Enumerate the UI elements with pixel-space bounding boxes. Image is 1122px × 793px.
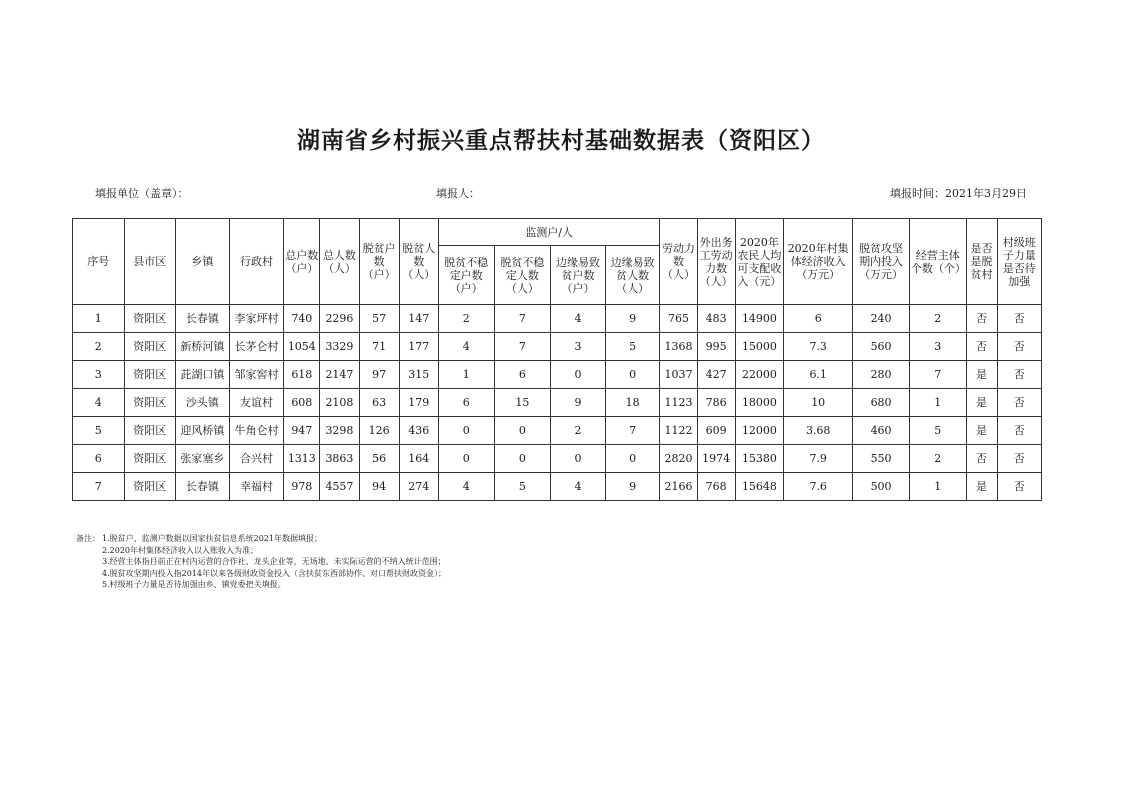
table-cell: 995 (697, 333, 735, 361)
table-cell: 978 (284, 473, 320, 501)
table-row (73, 333, 1042, 361)
table-cell: 7.3 (784, 333, 853, 361)
table-row (73, 305, 1042, 333)
table-cell: 7 (605, 417, 660, 445)
table-cell: 1 (909, 389, 966, 417)
note-item: 4.脱贫攻坚期内投入指2014年以来各级财政资金投入（含扶贫东西部协作、对口帮扶财政资金）； (102, 568, 446, 578)
data-table (72, 218, 1042, 501)
table-cell: 否 (997, 445, 1041, 473)
table-cell: 6 (73, 445, 125, 473)
table-cell: 22000 (735, 361, 783, 389)
table-cell: 茈湖口镇 (176, 361, 230, 389)
table-cell: 947 (284, 417, 320, 445)
table-cell: 0 (605, 361, 660, 389)
note-row (76, 533, 446, 545)
table-cell: 1 (438, 361, 494, 389)
table-cell: 0 (494, 417, 551, 445)
table-cell: 2 (73, 333, 125, 361)
table-cell: 5 (73, 417, 125, 445)
table-cell: 1368 (660, 333, 697, 361)
table-cell: 3329 (320, 333, 359, 361)
fill-time-value: 2021年3月29日 (945, 187, 1027, 200)
table-cell: 3 (551, 333, 606, 361)
table-cell: 2296 (320, 305, 359, 333)
header-total-people: 总人数（人） (320, 219, 359, 305)
header-monitor-group: 监测户/人 (438, 219, 660, 246)
header-income-2020: 2020年农民人均可支配收入（元） (735, 219, 783, 305)
table-cell: 张家塞乡 (176, 445, 230, 473)
note-row (76, 579, 446, 591)
table-cell: 460 (853, 417, 910, 445)
table-cell: 765 (660, 305, 697, 333)
table-cell: 2 (438, 305, 494, 333)
table-cell: 6 (494, 361, 551, 389)
table-cell: 3.68 (784, 417, 853, 445)
header-collective-income: 2020年村集体经济收入（万元） (784, 219, 853, 305)
table-cell: 否 (997, 389, 1041, 417)
table-cell: 友谊村 (229, 389, 284, 417)
table-cell: 63 (359, 389, 399, 417)
table-cell: 2 (909, 305, 966, 333)
fill-time-label: 填报时间： (890, 187, 945, 200)
table-cell: 4 (551, 473, 606, 501)
table-cell: 3 (73, 361, 125, 389)
table-cell: 280 (853, 361, 910, 389)
table-cell: 否 (997, 333, 1041, 361)
table-cell: 7 (494, 333, 551, 361)
table-cell: 邹家窖村 (229, 361, 284, 389)
header-migrant-labor: 外出务工劳动力数（人） (697, 219, 735, 305)
note-item: 1.脱贫户、监测户数据以国家扶贫信息系统2021年数据填报； (102, 534, 322, 543)
table-cell: 资阳区 (124, 389, 176, 417)
table-cell: 2108 (320, 389, 359, 417)
table-cell: 560 (853, 333, 910, 361)
table-cell: 680 (853, 389, 910, 417)
table-cell: 7 (494, 305, 551, 333)
table-cell: 5 (909, 417, 966, 445)
table-cell: 0 (438, 445, 494, 473)
table-cell: 15380 (735, 445, 783, 473)
table-cell: 0 (438, 417, 494, 445)
table-cell: 4 (73, 389, 125, 417)
table-cell: 新桥河镇 (176, 333, 230, 361)
table-cell: 483 (697, 305, 735, 333)
table-cell: 6.1 (784, 361, 853, 389)
table-cell: 7.6 (784, 473, 853, 501)
table-cell: 4 (438, 333, 494, 361)
header-labor: 劳动力数（人） (660, 219, 697, 305)
table-cell: 4 (438, 473, 494, 501)
table-cell: 740 (284, 305, 320, 333)
table-cell: 1037 (660, 361, 697, 389)
header-needs-strengthen: 村级班子力量是否待加强 (997, 219, 1041, 305)
table-cell: 15 (494, 389, 551, 417)
table-cell: 179 (399, 389, 438, 417)
table-cell: 1 (909, 473, 966, 501)
note-row (76, 568, 446, 580)
table-cell: 18 (605, 389, 660, 417)
table-cell: 786 (697, 389, 735, 417)
table-cell: 147 (399, 305, 438, 333)
notes-lead: 备注： (76, 534, 100, 543)
table-cell: 609 (697, 417, 735, 445)
header-entities: 经营主体个数（个） (909, 219, 966, 305)
table-cell: 9 (605, 473, 660, 501)
note-row (76, 556, 446, 568)
table-cell: 7 (909, 361, 966, 389)
fill-unit-label: 填报单位（盖章）： (95, 187, 189, 200)
table-cell: 2820 (660, 445, 697, 473)
note-item: 5.村级班子力量是否待加强由乡、镇党委把关填报。 (102, 580, 286, 589)
header-village: 行政村 (229, 219, 284, 305)
table-row (73, 389, 1042, 417)
table-cell: 2 (551, 417, 606, 445)
table-cell: 资阳区 (124, 305, 176, 333)
table-cell: 14900 (735, 305, 783, 333)
table-cell: 164 (399, 445, 438, 473)
table-cell: 长春镇 (176, 305, 230, 333)
table-row (73, 361, 1042, 389)
table-cell: 李家坪村 (229, 305, 284, 333)
table-cell: 否 (997, 473, 1041, 501)
header-out-poverty-people: 脱贫人数（人） (399, 219, 438, 305)
table-cell: 2147 (320, 361, 359, 389)
table-cell: 牛角仑村 (229, 417, 284, 445)
table-cell: 315 (399, 361, 438, 389)
table-cell: 否 (997, 361, 1041, 389)
table-cell: 15648 (735, 473, 783, 501)
table-cell: 15000 (735, 333, 783, 361)
table-cell: 幸福村 (229, 473, 284, 501)
table-body (73, 305, 1042, 501)
table-cell: 0 (494, 445, 551, 473)
table-cell: 2 (909, 445, 966, 473)
table-cell: 7.9 (784, 445, 853, 473)
table-cell: 1123 (660, 389, 697, 417)
table-cell: 94 (359, 473, 399, 501)
table-cell: 是 (966, 361, 997, 389)
table-cell: 126 (359, 417, 399, 445)
table-cell: 618 (284, 361, 320, 389)
table-cell: 0 (551, 445, 606, 473)
table-cell: 436 (399, 417, 438, 445)
table-cell: 57 (359, 305, 399, 333)
table-cell: 3 (909, 333, 966, 361)
note-item: 2.2020年村集体经济收入以入账收入为准； (102, 545, 258, 555)
table-cell: 1054 (284, 333, 320, 361)
table-cell: 500 (853, 473, 910, 501)
table-cell: 4 (551, 305, 606, 333)
header-monitor-unstable-people: 脱贫不稳定人数（人） (494, 246, 551, 305)
table-cell: 3863 (320, 445, 359, 473)
table-cell: 资阳区 (124, 445, 176, 473)
table-cell: 2166 (660, 473, 697, 501)
header-monitor-unstable-households: 脱贫不稳定户数（户） (438, 246, 494, 305)
table-cell: 5 (494, 473, 551, 501)
table-cell: 合兴村 (229, 445, 284, 473)
table-cell: 768 (697, 473, 735, 501)
table-cell: 是 (966, 417, 997, 445)
table-cell: 10 (784, 389, 853, 417)
table-cell: 1 (73, 305, 125, 333)
table-cell: 6 (438, 389, 494, 417)
table-cell: 240 (853, 305, 910, 333)
table-cell: 608 (284, 389, 320, 417)
table-cell: 550 (853, 445, 910, 473)
notes (76, 533, 446, 591)
fill-person-label: 填报人： (436, 187, 480, 200)
table-cell: 迎风桥镇 (176, 417, 230, 445)
table-cell: 6 (784, 305, 853, 333)
table-row (73, 445, 1042, 473)
table-cell: 1974 (697, 445, 735, 473)
table-cell: 9 (551, 389, 606, 417)
table-cell: 资阳区 (124, 361, 176, 389)
table-cell: 0 (605, 445, 660, 473)
header-monitor-edge-households: 边缘易致贫户数（户） (551, 246, 606, 305)
table-cell: 长茅仑村 (229, 333, 284, 361)
table-cell: 7 (73, 473, 125, 501)
table-cell: 9 (605, 305, 660, 333)
table-cell: 3298 (320, 417, 359, 445)
table-cell: 资阳区 (124, 417, 176, 445)
table-cell: 274 (399, 473, 438, 501)
table-cell: 1122 (660, 417, 697, 445)
fill-time (890, 185, 1027, 201)
table-row (73, 417, 1042, 445)
table-cell: 12000 (735, 417, 783, 445)
header-county: 县市区 (124, 219, 176, 305)
header-total-households: 总户数（户） (284, 219, 320, 305)
table-cell: 资阳区 (124, 333, 176, 361)
table-cell: 71 (359, 333, 399, 361)
header-monitor-edge-people: 边缘易致贫人数（人） (605, 246, 660, 305)
table-cell: 否 (966, 305, 997, 333)
header-town: 乡镇 (176, 219, 230, 305)
header-out-poverty-households: 脱贫户数（户） (359, 219, 399, 305)
header-is-out-poverty: 是否是脱贫村 (966, 219, 997, 305)
table-cell: 1313 (284, 445, 320, 473)
header-seq: 序号 (73, 219, 125, 305)
table-cell: 5 (605, 333, 660, 361)
table-cell: 是 (966, 473, 997, 501)
table-cell: 4557 (320, 473, 359, 501)
table-row (73, 473, 1042, 501)
table-cell: 18000 (735, 389, 783, 417)
table-cell: 是 (966, 389, 997, 417)
table-cell: 0 (551, 361, 606, 389)
table-cell: 56 (359, 445, 399, 473)
table-cell: 否 (966, 333, 997, 361)
note-row (76, 545, 446, 557)
table-cell: 长春镇 (176, 473, 230, 501)
table-cell: 否 (997, 305, 1041, 333)
table-cell: 沙头镇 (176, 389, 230, 417)
table-cell: 97 (359, 361, 399, 389)
table-cell: 否 (997, 417, 1041, 445)
table-cell: 否 (966, 445, 997, 473)
header-investment: 脱贫攻坚期内投入（万元） (853, 219, 910, 305)
page-title: 湖南省乡村振兴重点帮扶村基础数据表（资阳区） (297, 128, 825, 154)
table-cell: 427 (697, 361, 735, 389)
table-cell: 资阳区 (124, 473, 176, 501)
note-item: 3.经营主体指目前正在村内运营的合作社、龙头企业等，无场地、未实际运营的不纳入统计范围； (102, 557, 446, 566)
table-cell: 177 (399, 333, 438, 361)
